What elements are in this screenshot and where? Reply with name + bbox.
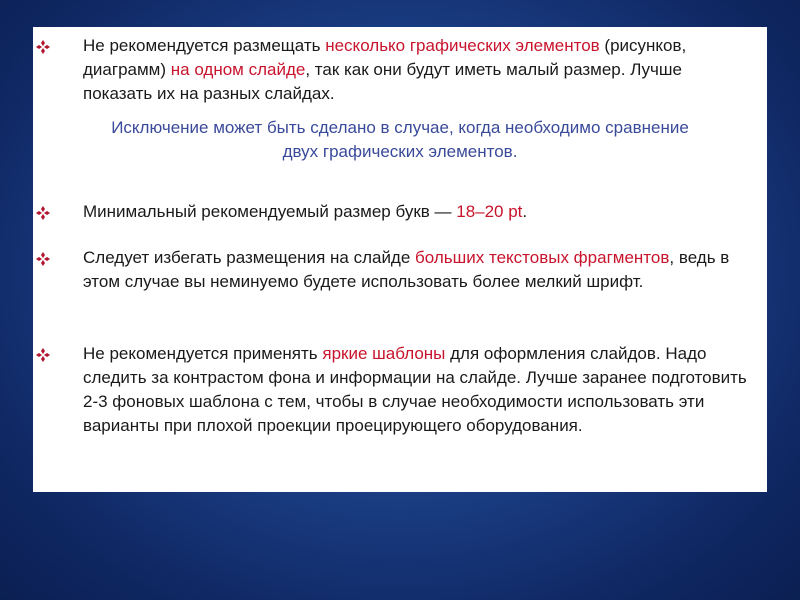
item-text: . (522, 202, 528, 221)
list-item (83, 200, 753, 224)
item-highlight: больших текстовых фрагментов (415, 248, 670, 267)
list-item (83, 342, 753, 438)
note-line: Исключение может быть сделано в случае, когда необходимо сравнение (111, 118, 689, 137)
item-text: Минимальный рекомендуемый размер букв — (83, 202, 457, 221)
item-text: Не рекомендуется применять (83, 344, 323, 363)
item-text: (рисунков, диаграмм) (83, 36, 687, 79)
list-item (83, 34, 753, 106)
item-highlight: на одном слайде (170, 60, 306, 79)
diamond-bullet-icon (36, 40, 50, 54)
exception-note (33, 116, 767, 164)
diamond-bullet-icon (36, 252, 50, 266)
item-highlight: 18–20 pt (456, 202, 523, 221)
content-panel (33, 27, 767, 492)
item-text: для оформления слайдов. Надо следить за контрастом фона и информации на слайде. Лучше заранее подготовить 2-3 фоновых шаблона с тем, чтобы в случае необходимости использовать эти варианты при плохой проекции проецирующего оборудования. (83, 344, 747, 435)
item-highlight: яркие шаблоны (322, 344, 446, 363)
list-item (83, 246, 753, 294)
note-line: двух графических элементов. (282, 142, 518, 161)
item-highlight: несколько графических элементов (325, 36, 600, 55)
diamond-bullet-icon (36, 348, 50, 362)
item-text: , ведь в этом случае вы неминуемо будете использовать более мелкий шрифт. (83, 248, 730, 291)
item-text: Следует избегать размещения на слайде (83, 248, 416, 267)
item-text: Не рекомендуется размещать (83, 36, 326, 55)
item-text: , так как они будут иметь малый размер. Лучше показать их на разных слайдах. (83, 60, 682, 103)
diamond-bullet-icon (36, 206, 50, 220)
